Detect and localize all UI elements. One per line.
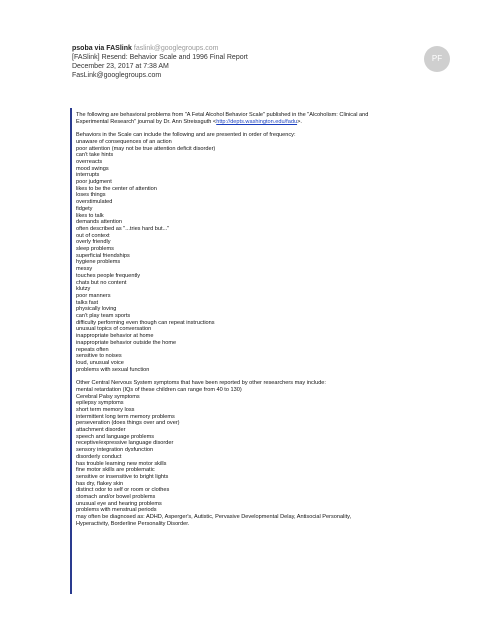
list-item: unusual topics of conversation: [76, 326, 152, 333]
list-item: superficial friendships: [76, 252, 130, 259]
list-item: fidgety: [76, 205, 93, 212]
list-item: Hyperactivity, Borderline Personality Disorder.: [76, 520, 190, 527]
avatar: PF: [424, 46, 450, 72]
quote-bar: [70, 108, 72, 594]
list-item: Cerebral Palsy symptoms: [76, 393, 140, 400]
list-item: loud, unusual voice: [76, 360, 124, 366]
list-item: sensitive or insensitive to bright lights: [76, 473, 169, 480]
list-item: inappropriate behavior outside the home: [76, 339, 177, 346]
list-item: poor attention (may not be true attention deficit disorder): [76, 145, 216, 152]
list-item: disorderly conduct: [76, 453, 122, 460]
list-item: loses things: [76, 192, 106, 199]
subject-text: [FASlink] Resend: Behavior Scale and 1996 Final Report: [72, 54, 248, 61]
list-item: out of context: [76, 232, 110, 239]
list-item: problems with sexual function: [76, 366, 150, 373]
scale-heading: Behaviors in the Scale can include the following and are presented in order of frequency:: [76, 132, 296, 139]
list-item: stomach and/or bowel problems: [76, 494, 156, 501]
list-item: perseveration (does things over and over): [76, 420, 180, 427]
list-item: chats but no content: [76, 279, 127, 286]
streissguth-link[interactable]: http://depts.washington.edu/fadu: [216, 118, 298, 125]
list-item: speech and language problems: [76, 433, 155, 440]
list-item: interrupts: [76, 172, 100, 179]
list-item: unaware of consequences of an action: [76, 138, 172, 145]
list-item: intermittent long term memory problems: [76, 413, 175, 420]
message-body: [76, 112, 416, 528]
list-item: distinct odor to self or room or clothes: [76, 487, 170, 494]
list-item: touches people frequently: [76, 272, 141, 279]
list-item: messy: [76, 266, 93, 273]
list-item: has dry, flakey skin: [76, 480, 124, 487]
list-item: sensory integration dysfunction: [76, 447, 154, 454]
intro-line-2: Experimental Research" journal by Dr. Ann Streissguth <http://depts.washington.edu/fadu>.: [76, 118, 302, 125]
list-item: poor manners: [76, 292, 111, 299]
list-item: overstimulated: [76, 199, 113, 206]
list-item: sleep problems: [76, 246, 114, 253]
list-item: receptive/expressive language disorder: [76, 440, 174, 447]
cns-symptom-list: [76, 387, 416, 528]
list-item: talks fast: [76, 299, 99, 306]
list-item: repeats often: [76, 346, 109, 353]
list-item: attachment disorder: [76, 427, 126, 434]
list-item: can't take hints: [76, 152, 114, 159]
list-item: fine motor skills are problematic: [76, 467, 155, 474]
date-text: December 23, 2017 at 7:38 AM: [72, 63, 169, 70]
list-item: overreacts: [76, 158, 103, 165]
cns-heading: Other Central Nervous System symptoms that have been reported by other researchers may include:: [76, 380, 326, 387]
list-item: sensitive to noises: [76, 353, 122, 360]
list-item: demands attention: [76, 219, 123, 226]
sender-address[interactable]: faslink@googlegroups.com: [133, 45, 219, 52]
list-item: often described as "...tries hard but...": [76, 225, 170, 232]
list-item: poor judgment: [76, 179, 112, 186]
sender-name[interactable]: psoba via FASlink: [72, 45, 132, 52]
list-item: problems with menstrual periods: [76, 507, 157, 514]
list-item: inappropriate behavior at home: [76, 333, 154, 340]
list-item: likes to be the center of attention: [76, 185, 157, 192]
list-item: mood swings: [76, 165, 109, 172]
list-item: epilepsy symptoms: [76, 400, 124, 407]
intro-line-1: The following are behavioral problems from "A Fetal Alcohol Behavior Scale" published in the "Alcoholism: Clinical and: [76, 112, 369, 118]
list-item: unusual eye and hearing problems: [76, 500, 162, 507]
list-item: difficulty performing even though can repeat instructions: [76, 319, 215, 326]
recipient-address[interactable]: FasLink@googlegroups.com: [72, 72, 162, 79]
list-item: overly friendly: [76, 239, 111, 246]
list-item: klutzy: [76, 286, 91, 293]
list-item: can't play team sports: [76, 313, 131, 320]
list-item: may often be diagnosed as: ADHD, Asperger's, Autistic, Pervasive Developmental Delay, Antisocial Personality,: [76, 514, 352, 521]
list-item: likes to talk: [76, 212, 104, 219]
list-item: mental retardation (IQs of these children can range from 40 to 130): [76, 386, 242, 393]
behavior-list: [76, 139, 416, 374]
list-item: physically loving: [76, 306, 117, 313]
list-item: short term memory loss: [76, 406, 135, 413]
list-item: hygiene problems: [76, 259, 121, 266]
list-item: has trouble learning new motor skills: [76, 460, 167, 467]
